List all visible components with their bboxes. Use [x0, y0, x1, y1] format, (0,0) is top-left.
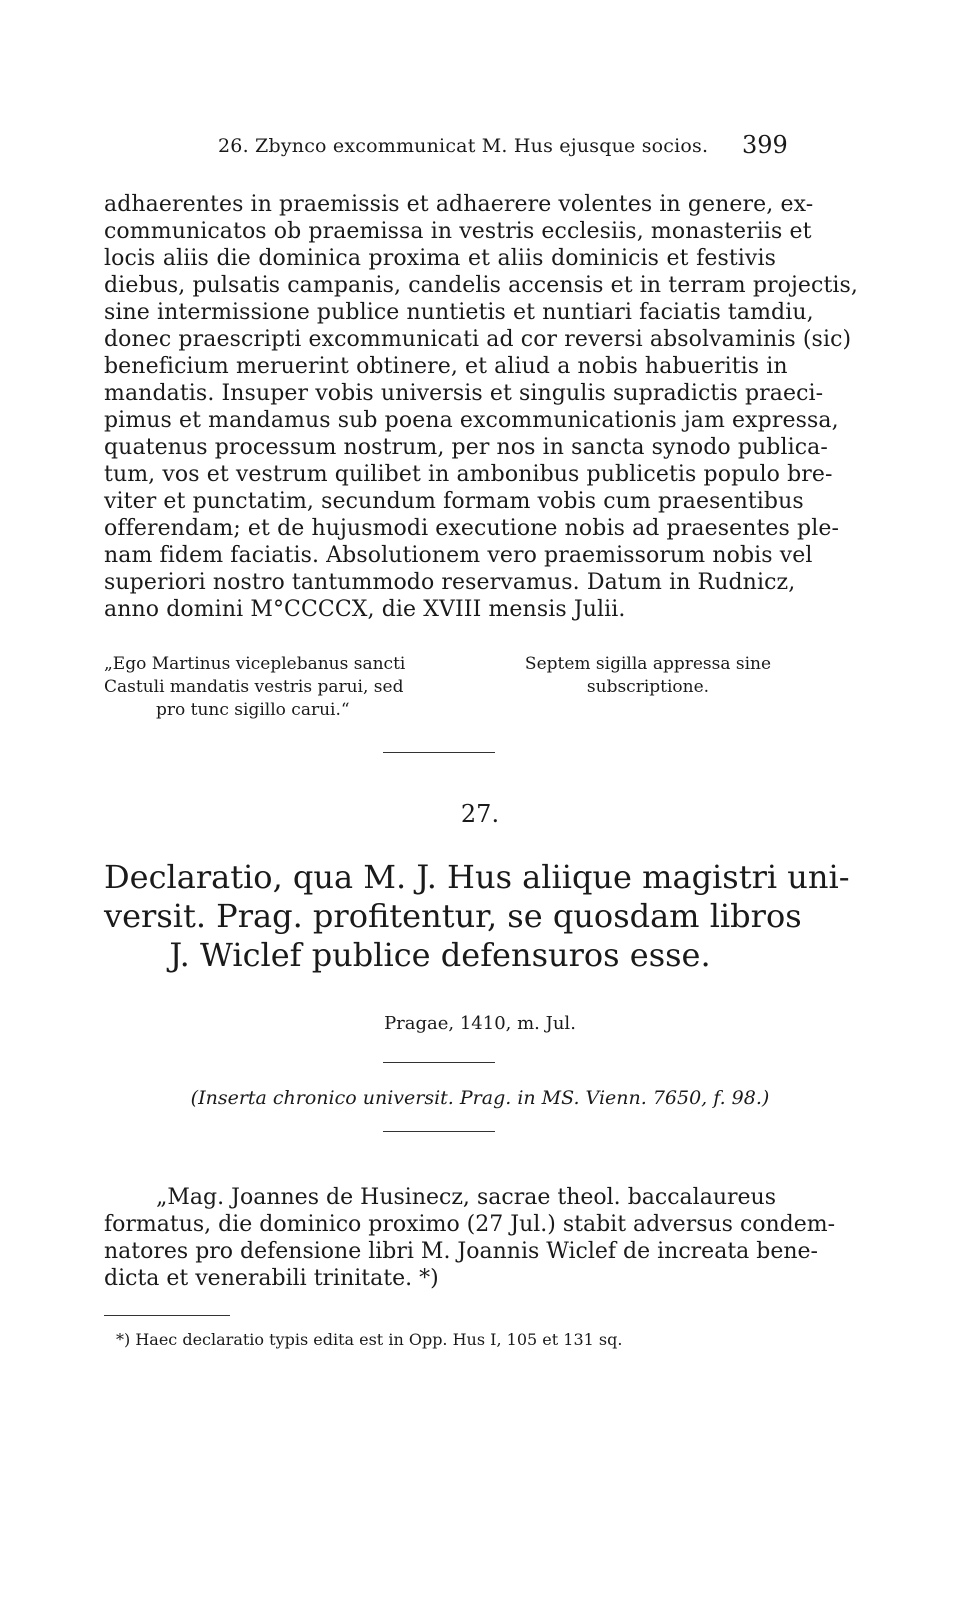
- footnote-rule: [104, 1315, 230, 1316]
- body-paragraph: [104, 191, 859, 623]
- body-line: diebus, pulsatis campanis, candelis accensis et in terram projectis,: [104, 273, 859, 298]
- title-line: versit. Prag. profitentur, se quosdam libros: [104, 897, 802, 935]
- note-line: subscriptione.: [586, 677, 710, 697]
- quote-line: natores pro defensione libri M. Joannis Wiclef de increata bene-: [104, 1239, 818, 1264]
- body-line: sine intermissione publice nuntietis et nuntiari faciatis tamdiu,: [104, 300, 814, 325]
- title-line: J. Wiclef publice defensuros esse.: [169, 936, 711, 974]
- running-head: 26. Zbynco excommunicat M. Hus ejusque socios.: [218, 135, 709, 157]
- body-line: anno domini M°CCCCX, die XVIII mensis Julii.: [104, 597, 626, 622]
- body-line: donec praescripti excommunicati ad cor reversi absolvaminis (sic): [104, 327, 852, 352]
- source-citation: (Inserta chronico universit. Prag. in MS. Vienn. 7650, f. 98.): [190, 1087, 770, 1109]
- body-line: viter et punctatim, secundum formam vobis cum praesentibus: [104, 489, 804, 514]
- body-line: adhaerentes in praemissis et adhaerere volentes in genere, ex-: [104, 192, 814, 217]
- note-line: „Ego Martinus viceplebanus sancti: [104, 654, 406, 674]
- quote-line: „Mag. Joannes de Husinecz, sacrae theol. baccalaureus: [156, 1185, 776, 1210]
- seal-note: [518, 653, 778, 699]
- quote-line: dicta et venerabili trinitate. *): [104, 1266, 439, 1291]
- body-line: pimus et mandamus sub poena excommunicationis jam expressa,: [104, 408, 839, 433]
- quote-paragraph: [104, 1184, 836, 1292]
- body-line: quatenus processum nostrum, per nos in sancta synodo publica-: [104, 435, 828, 460]
- body-line: locis aliis die dominica proxima et aliis dominicis et festivis: [104, 246, 776, 271]
- divider: [383, 1131, 495, 1132]
- body-line: superiori nostro tantummodo reservamus. Datum in Rudnicz,: [104, 570, 796, 595]
- footnote: *) Haec declaratio typis edita est in Opp. Hus I, 105 et 131 sq.: [116, 1330, 623, 1349]
- note-line: Septem sigilla appressa sine: [524, 654, 772, 674]
- body-line: offerendam; et de hujusmodi executione nobis ad praesentes ple-: [104, 516, 839, 541]
- body-line: tum, vos et vestrum quilibet in ambonibus publicetis populo bre-: [104, 462, 833, 487]
- note-line: pro tunc sigillo carui.“: [156, 700, 350, 720]
- divider: [383, 752, 495, 753]
- body-line: beneficium meruerint obtinere, et aliud a nobis habueritis in: [104, 354, 788, 379]
- page-number: 399: [742, 131, 788, 159]
- quote-line: formatus, die dominico proximo (27 Jul.) stabit adversus condem-: [104, 1212, 836, 1237]
- divider: [383, 1062, 495, 1063]
- document-title: [104, 858, 850, 975]
- body-line: nam fidem faciatis. Absolutionem vero praemissorum nobis vel: [104, 543, 813, 568]
- title-line: Declaratio, qua M. J. Hus aliique magistri uni-: [104, 858, 850, 896]
- place-date: Pragae, 1410, m. Jul.: [384, 1013, 576, 1034]
- body-line: mandatis. Insuper vobis universis et singulis supradictis praeci-: [104, 381, 824, 406]
- document-number: 27.: [460, 800, 500, 828]
- body-line: communicatos ob praemissa in vestris ecclesiis, monasteriis et: [104, 219, 812, 244]
- page-header: [0, 131, 960, 161]
- endorsement-note: [104, 653, 434, 722]
- note-line: Castuli mandatis vestris parui, sed: [104, 677, 404, 697]
